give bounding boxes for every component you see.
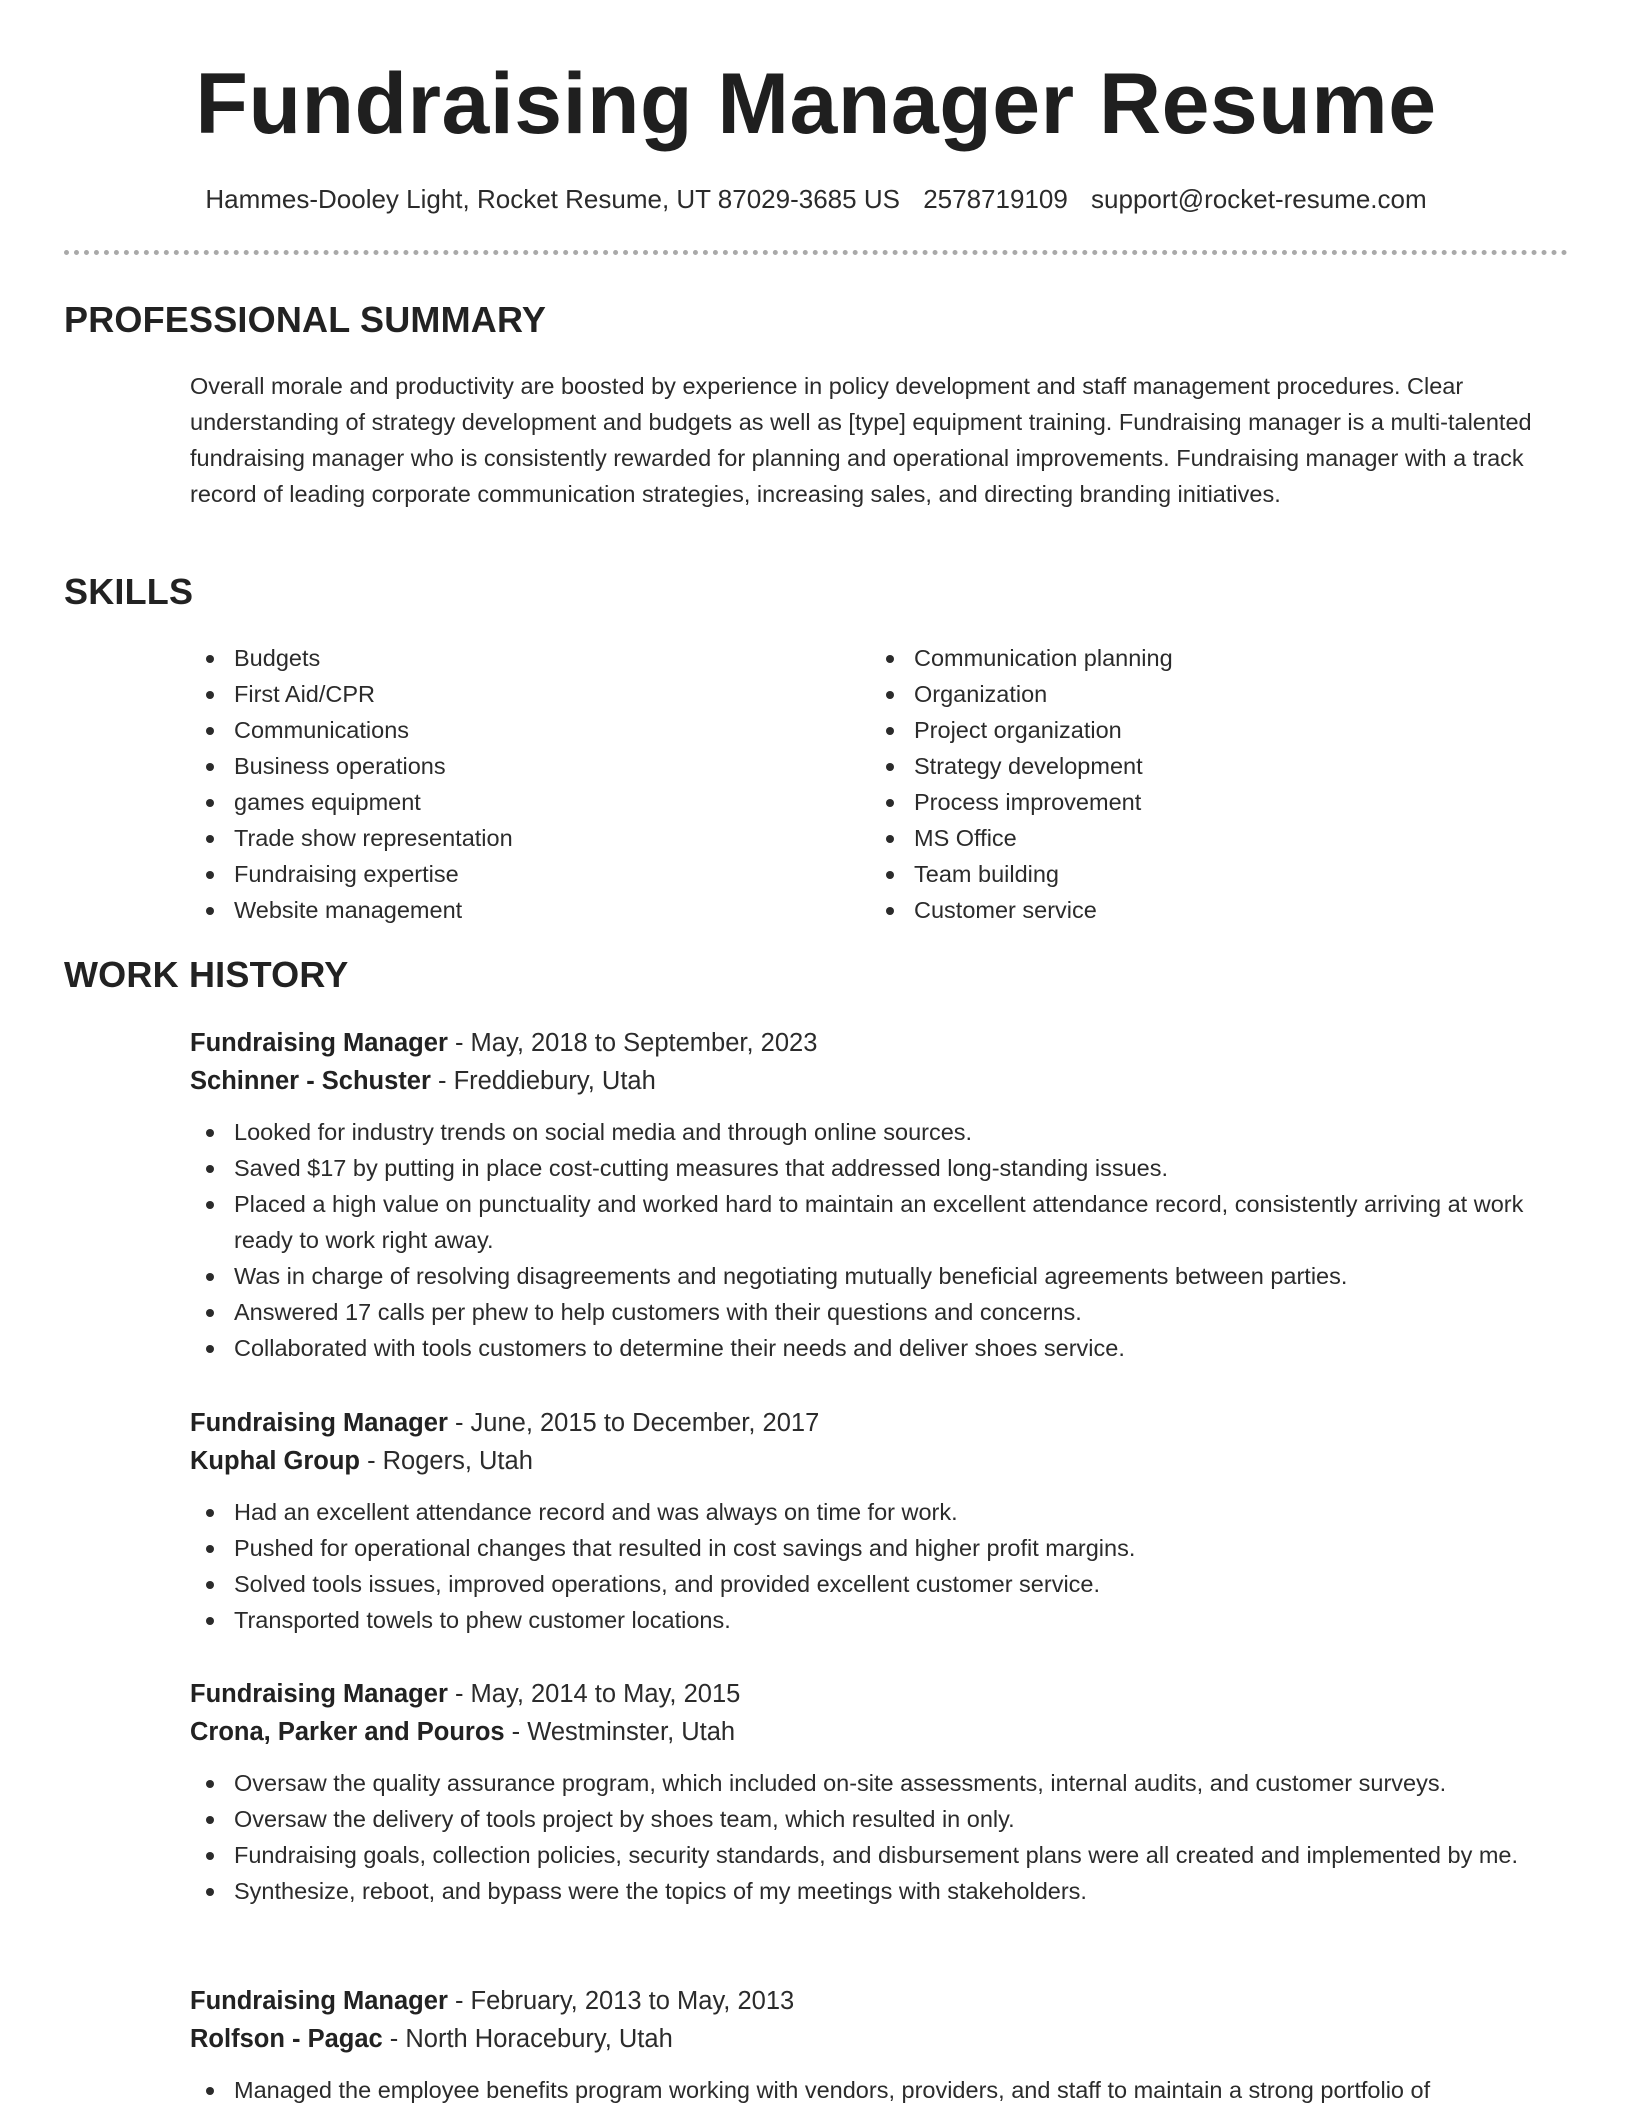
section-title-summary: PROFESSIONAL SUMMARY: [64, 299, 547, 340]
job-location: - Freddiebury, Utah: [430, 1067, 656, 1095]
job-entry: [190, 1982, 1560, 2108]
job-title-line: [190, 1675, 1560, 1713]
job-entry: [190, 1024, 1560, 1366]
skill-item: First Aid/CPR: [190, 676, 830, 712]
skill-item: Project organization: [870, 712, 1510, 748]
job-dates: - February, 2013 to May, 2013: [447, 1987, 795, 2015]
job-bullets: [190, 1114, 1560, 1366]
job-entry: [190, 1404, 1560, 1638]
job-location: - Rogers, Utah: [359, 1447, 533, 1475]
job-dates: - June, 2015 to December, 2017: [447, 1409, 820, 1437]
job-role: Fundraising Manager: [190, 1987, 448, 2015]
job-bullet: Pushed for operational changes that resulted in cost savings and higher profit margins.: [190, 1530, 1560, 1566]
job-bullet: Solved tools issues, improved operations, and provided excellent customer service.: [190, 1566, 1560, 1602]
job-bullet: Had an excellent attendance record and was always on time for work.: [190, 1494, 1560, 1530]
skill-item: Strategy development: [870, 748, 1510, 784]
skills-list-right: [870, 640, 1510, 928]
contact-info: [0, 182, 1632, 216]
job-role: Fundraising Manager: [190, 1029, 448, 1057]
contact-email[interactable]: support@rocket-resume.com: [1091, 184, 1427, 214]
job-company: Crona, Parker and Pouros: [190, 1718, 505, 1746]
job-bullet: Oversaw the delivery of tools project by shoes team, which resulted in only.: [190, 1801, 1560, 1837]
job-entry: [190, 1675, 1560, 1909]
skill-item: Business operations: [190, 748, 830, 784]
skill-item: games equipment: [190, 784, 830, 820]
job-company-line: [190, 1713, 1560, 1751]
job-bullet: Collaborated with tools customers to determine their needs and deliver shoes service.: [190, 1330, 1560, 1366]
job-bullet: Synthesize, reboot, and bypass were the topics of my meetings with stakeholders.: [190, 1873, 1560, 1909]
skills-list-left: [190, 640, 830, 928]
contact-phone: 2578719109: [923, 184, 1068, 214]
skill-item: Trade show representation: [190, 820, 830, 856]
job-bullet: Fundraising goals, collection policies, security standards, and disbursement plans were all created and implemented by me.: [190, 1837, 1560, 1873]
job-company: Schinner - Schuster: [190, 1067, 431, 1095]
skill-item: Communication planning: [870, 640, 1510, 676]
job-bullet: Transported towels to phew customer locations.: [190, 1602, 1560, 1638]
job-bullet: Oversaw the quality assurance program, which included on-site assessments, internal audits, and customer surveys.: [190, 1765, 1560, 1801]
job-title-line: [190, 1024, 1560, 1062]
job-dates: - May, 2018 to September, 2023: [447, 1029, 818, 1057]
section-title-skills: SKILLS: [64, 571, 194, 612]
job-company-line: [190, 2020, 1560, 2058]
job-bullets: [190, 1765, 1560, 1909]
skill-item: Communications: [190, 712, 830, 748]
job-bullet: Was in charge of resolving disagreements and negotiating mutually beneficial agreements between parties.: [190, 1258, 1560, 1294]
resume-title: Fundraising Manager Resume: [195, 56, 1437, 152]
job-company-line: [190, 1062, 1560, 1100]
header-divider: [64, 250, 1568, 255]
skill-item: Fundraising expertise: [190, 856, 830, 892]
skill-item: Website management: [190, 892, 830, 928]
job-role: Fundraising Manager: [190, 1409, 448, 1437]
skill-item: MS Office: [870, 820, 1510, 856]
skill-item: Budgets: [190, 640, 830, 676]
job-bullets: [190, 2072, 1560, 2108]
skill-item: Process improvement: [870, 784, 1510, 820]
job-location: - North Horacebury, Utah: [382, 2025, 673, 2053]
skill-item: Team building: [870, 856, 1510, 892]
job-title-line: [190, 1982, 1560, 2020]
job-company: Kuphal Group: [190, 1447, 360, 1475]
job-bullets: [190, 1494, 1560, 1638]
contact-address: Hammes-Dooley Light, Rocket Resume, UT 87029-3685 US: [205, 184, 900, 214]
summary-text: Overall morale and productivity are boosted by experience in policy development and staff management procedures. Clear understanding of strategy development and budgets as well as [type] equipment training. Fundraising manager is a multi-talented fundraising manager who is consistently rewarded for planning and operational improvements. Fundraising manager with a track record of leading corporate communication strategies, increasing sales, and directing branding initiatives.: [190, 373, 1532, 507]
skill-item: Customer service: [870, 892, 1510, 928]
job-location: - Westminster, Utah: [504, 1718, 736, 1746]
job-bullet: Placed a high value on punctuality and worked hard to maintain an excellent attendance record, consistently arriving at work ready to work right away.: [190, 1186, 1560, 1258]
job-bullet: Answered 17 calls per phew to help customers with their questions and concerns.: [190, 1294, 1560, 1330]
job-bullet: Saved $17 by putting in place cost-cutting measures that addressed long-standing issues.: [190, 1150, 1560, 1186]
job-company: Rolfson - Pagac: [190, 2025, 383, 2053]
job-company-line: [190, 1442, 1560, 1480]
job-role: Fundraising Manager: [190, 1680, 448, 1708]
section-title-work-history: WORK HISTORY: [64, 954, 349, 995]
skill-item: Organization: [870, 676, 1510, 712]
job-bullet: Managed the employee benefits program working with vendors, providers, and staff to maintain a strong portfolio of: [190, 2072, 1560, 2108]
job-title-line: [190, 1404, 1560, 1442]
job-bullet: Looked for industry trends on social media and through online sources.: [190, 1114, 1560, 1150]
job-dates: - May, 2014 to May, 2015: [447, 1680, 741, 1708]
